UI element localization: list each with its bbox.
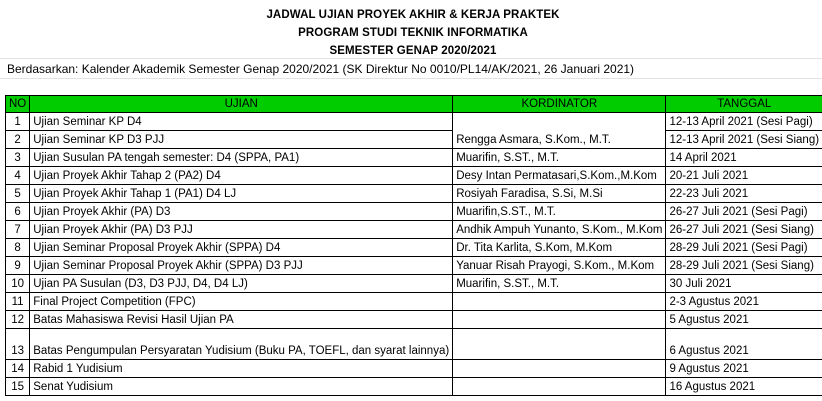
semester-title[interactable]: SEMESTER GENAP 2020/2021 — [329, 45, 497, 57]
column-header-tanggal[interactable]: TANGGAL — [666, 96, 822, 113]
table-row — [6, 239, 822, 257]
cell-tanggal[interactable]: 26-27 Juli 2021 (Sesi Siang) — [666, 221, 822, 239]
cell-ujian[interactable]: Ujian Proyek Akhir (PA) D3 — [30, 203, 453, 221]
cell-tanggal[interactable]: 20-21 Juli 2021 — [666, 167, 822, 185]
cell-ujian[interactable]: Batas Pengumpulan Persyaratan Yudisium (Buku PA, TOEFL, dan syarat lainnya) — [30, 329, 453, 360]
column-header-no[interactable]: NO — [6, 96, 30, 113]
cell-tanggal[interactable]: 9 Agustus 2021 — [666, 360, 822, 378]
table-row — [6, 311, 822, 329]
table-row — [6, 221, 822, 239]
cell-no[interactable]: 11 — [6, 293, 30, 311]
cell-no[interactable]: 15 — [6, 378, 30, 396]
cell-no[interactable]: 7 — [6, 221, 30, 239]
cell-tanggal[interactable]: 16 Agustus 2021 — [666, 378, 822, 396]
table-row — [6, 149, 822, 167]
title-block — [0, 6, 822, 60]
cell-ujian[interactable]: Ujian Susulan PA tengah semester: D4 (SPPA, PA1) — [30, 149, 453, 167]
cell-ujian[interactable]: Ujian PA Susulan (D3, D3 PJJ, D4, D4 LJ) — [30, 275, 453, 293]
cell-no[interactable]: 5 — [6, 185, 30, 203]
cell-kordinator[interactable]: Rengga Asmara, S.Kom., M.T. — [453, 113, 666, 149]
cell-no[interactable]: 6 — [6, 203, 30, 221]
cell-kordinator[interactable]: Muarifin, S.ST., M.T. — [453, 149, 666, 167]
cell-ujian[interactable]: Batas Mahasiswa Revisi Hasil Ujian PA — [30, 311, 453, 329]
grid-line — [0, 78, 822, 79]
cell-kordinator[interactable]: Muarifin,S.ST., M.T. — [453, 203, 666, 221]
table-row — [6, 203, 822, 221]
table-row — [6, 329, 822, 360]
table-row — [6, 293, 822, 311]
program-title[interactable]: PROGRAM STUDI TEKNIK INFORMATIKA — [298, 27, 528, 39]
cell-ujian[interactable]: Ujian Proyek Akhir (PA) D3 PJJ — [30, 221, 453, 239]
cell-tanggal[interactable]: 28-29 Juli 2021 (Sesi Pagi) — [666, 239, 822, 257]
table-row — [6, 113, 822, 131]
cell-ujian[interactable]: Ujian Seminar Proposal Proyek Akhir (SPPA) D4 — [30, 239, 453, 257]
cell-kordinator[interactable] — [453, 311, 666, 329]
table-row — [6, 257, 822, 275]
cell-kordinator[interactable]: Andhik Ampuh Yunanto, S.Kom., M.Kom — [453, 221, 666, 239]
cell-tanggal[interactable]: 12-13 April 2021 (Sesi Pagi) — [666, 113, 822, 131]
table-row — [6, 275, 822, 293]
cell-no[interactable]: 3 — [6, 149, 30, 167]
cell-no[interactable]: 12 — [6, 311, 30, 329]
table-row — [6, 360, 822, 378]
cell-tanggal[interactable]: 6 Agustus 2021 — [666, 329, 822, 360]
column-header-ujian[interactable]: UJIAN — [30, 96, 453, 113]
cell-ujian[interactable]: Rabid 1 Yudisium — [30, 360, 453, 378]
cell-no[interactable]: 9 — [6, 257, 30, 275]
table-row — [6, 167, 822, 185]
cell-tanggal[interactable]: 2-3 Agustus 2021 — [666, 293, 822, 311]
cell-tanggal[interactable]: 14 April 2021 — [666, 149, 822, 167]
cell-tanggal[interactable]: 5 Agustus 2021 — [666, 311, 822, 329]
cell-tanggal[interactable]: 28-29 Juli 2021 (Sesi Siang) — [666, 257, 822, 275]
schedule-table — [5, 95, 822, 396]
cell-kordinator[interactable]: Dr. Tita Karlita, S.Kom, M.Kom — [453, 239, 666, 257]
cell-kordinator[interactable]: Muarifin, S.ST., M.T. — [453, 275, 666, 293]
cell-tanggal[interactable]: 22-23 Juli 2021 — [666, 185, 822, 203]
main-title[interactable]: JADWAL UJIAN PROYEK AKHIR & KERJA PRAKTEK — [266, 9, 560, 21]
cell-ujian[interactable]: Ujian Seminar KP D3 PJJ — [30, 131, 453, 149]
header-row — [6, 96, 822, 113]
cell-kordinator[interactable] — [453, 329, 666, 360]
cell-tanggal[interactable]: 26-27 Juli 2021 (Sesi Pagi) — [666, 203, 822, 221]
cell-no[interactable]: 1 — [6, 113, 30, 131]
cell-no[interactable]: 8 — [6, 239, 30, 257]
cell-ujian[interactable]: Ujian Seminar Proposal Proyek Akhir (SPPA) D3 PJJ — [30, 257, 453, 275]
cell-ujian[interactable]: Ujian Proyek Akhir Tahap 1 (PA1) D4 LJ — [30, 185, 453, 203]
cell-kordinator[interactable] — [453, 378, 666, 396]
cell-no[interactable]: 14 — [6, 360, 30, 378]
column-header-kordinator[interactable]: KORDINATOR — [453, 96, 666, 113]
cell-kordinator[interactable] — [453, 293, 666, 311]
cell-tanggal[interactable]: 12-13 April 2021 (Sesi Siang) — [666, 131, 822, 149]
cell-ujian[interactable]: Senat Yudisium — [30, 378, 453, 396]
cell-kordinator[interactable]: Yanuar Risah Prayogi, S.Kom., M.Kom — [453, 257, 666, 275]
cell-no[interactable]: 10 — [6, 275, 30, 293]
table-row — [6, 131, 822, 149]
cell-kordinator[interactable] — [453, 360, 666, 378]
cell-ujian[interactable]: Final Project Competition (FPC) — [30, 293, 453, 311]
cell-kordinator[interactable]: Desy Intan Permatasari,S.Kom.,M.Kom — [453, 167, 666, 185]
cell-ujian[interactable]: Ujian Proyek Akhir Tahap 2 (PA2) D4 — [30, 167, 453, 185]
cell-no[interactable]: 4 — [6, 167, 30, 185]
table-row — [6, 378, 822, 396]
cell-tanggal[interactable]: 30 Juli 2021 — [666, 275, 822, 293]
cell-no[interactable]: 2 — [6, 131, 30, 149]
cell-ujian[interactable]: Ujian Seminar KP D4 — [30, 113, 453, 131]
basis-note[interactable]: Berdasarkan: Kalender Akademik Semester Genap 2020/2021 (SK Direktur No 0010/PL14/AK/2021, 26 Januari 2021) — [7, 62, 635, 76]
cell-kordinator[interactable]: Rosiyah Faradisa, S.Si, M.Si — [453, 185, 666, 203]
table-row — [6, 185, 822, 203]
cell-no[interactable]: 13 — [6, 329, 30, 360]
